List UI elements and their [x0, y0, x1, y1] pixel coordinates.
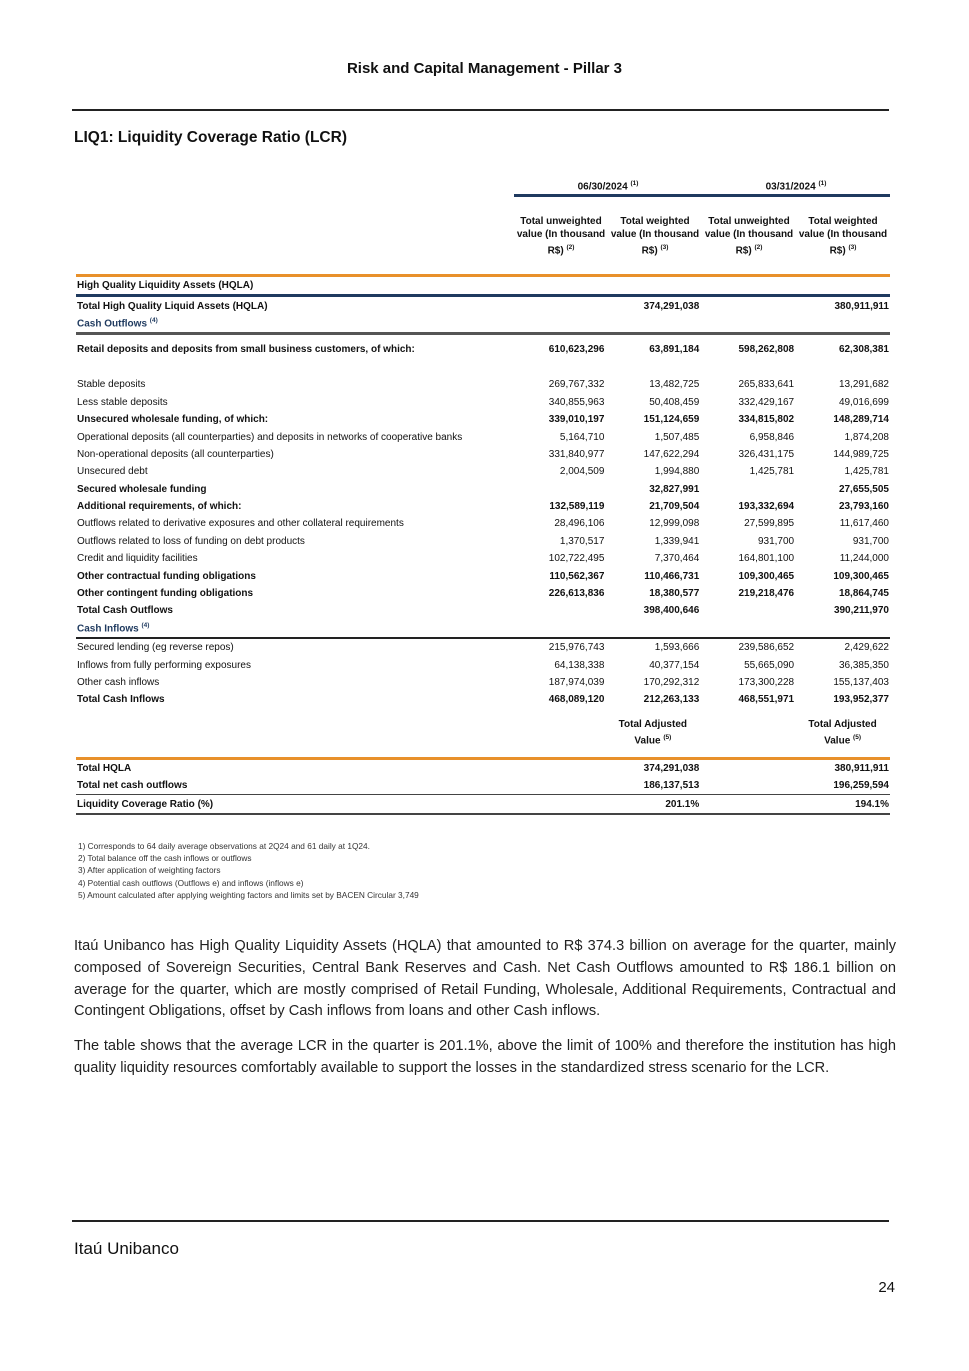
cell-value	[795, 276, 890, 296]
cell-value: 164,801,100	[738, 553, 795, 565]
row-label-text: Outflows related to derivative exposures and other collateral requirements	[77, 518, 404, 530]
cell-value: 931,700	[757, 535, 795, 547]
footnote-ref: (4)	[149, 317, 158, 325]
column-header	[702, 215, 796, 257]
row-label: Total HQLA	[76, 758, 511, 777]
header-divider	[72, 109, 889, 111]
table-row	[76, 674, 890, 691]
table-row	[76, 394, 890, 411]
cell-value: 155,137,403	[833, 677, 889, 688]
cell-value: 147,622,294	[643, 448, 700, 460]
footer-company: Itaú Unibanco	[74, 1239, 179, 1258]
row-label	[76, 315, 511, 334]
adjusted-label: Total Adjusted Value	[808, 718, 877, 747]
cell-value	[795, 315, 890, 334]
row-label	[76, 446, 511, 463]
cell-value: 28,496,106	[554, 518, 605, 530]
footnote: 1) Corresponds to 64 daily average observations at 2Q24 and 61 daily at 1Q24.	[78, 841, 370, 851]
cell-value: 23,793,160	[838, 501, 889, 513]
footnote-ref: (1)	[630, 180, 639, 187]
cell-value: 265,833,641	[738, 379, 795, 391]
row-label-text: Non-operational deposits (all counterparties)	[77, 448, 274, 460]
cell-value: 50,408,459	[649, 396, 700, 408]
cell-value: 2,004,509	[559, 466, 605, 478]
row-label-text: Retail deposits and deposits from small business customers, of which:	[77, 343, 415, 355]
footnote: 3) After application of weighting factors	[78, 865, 221, 876]
row-label-text: Stable deposits	[77, 379, 146, 391]
cell-value: 226,613,836	[548, 588, 605, 600]
cell-value: 6,958,846	[749, 431, 795, 443]
cell-value	[700, 620, 795, 638]
adjusted-header-row	[76, 709, 890, 759]
cell-value: 110,466,731	[644, 570, 700, 582]
blank	[700, 709, 795, 759]
row-label	[76, 585, 511, 602]
cell-value: 109,300,465	[738, 570, 795, 582]
row-label	[76, 376, 511, 393]
footnote-ref: (4)	[141, 622, 150, 630]
row-label-text: Cash Outflows	[77, 318, 148, 330]
cell-value: 102,722,495	[548, 553, 605, 565]
adjusted-value-header	[795, 709, 890, 759]
cell-value: 340,855,963	[548, 396, 605, 408]
table-row	[76, 276, 890, 296]
cell-value: 380,911,911	[795, 758, 890, 777]
blank	[511, 709, 606, 759]
cell-value	[700, 276, 795, 296]
cell-value: 1,593,666	[654, 642, 700, 654]
table-title: LIQ1: Liquidity Coverage Ratio (LCR)	[74, 129, 347, 146]
cell-value: 269,767,332	[548, 379, 605, 391]
cell-value	[700, 602, 795, 619]
cell-value	[511, 602, 606, 619]
cell-value: 36,385,350	[838, 659, 889, 671]
row-label-text: Outflows related to loss of funding on debt products	[77, 535, 305, 547]
cell-value: 193,952,377	[833, 694, 889, 706]
cell-value	[700, 315, 795, 334]
blank	[511, 758, 606, 777]
column-header	[608, 215, 702, 257]
table-row	[76, 691, 890, 708]
row-label-text: Secured wholesale funding	[77, 483, 207, 495]
table-row	[76, 585, 890, 602]
table-row	[76, 463, 890, 480]
cell-value: 40,377,154	[649, 659, 700, 671]
cell-value	[511, 620, 606, 638]
row-label	[76, 411, 511, 428]
cell-value: 186,137,513	[605, 777, 700, 795]
cell-value: 194.1%	[795, 795, 890, 814]
table-row	[76, 638, 890, 656]
summary-row	[76, 777, 890, 795]
cell-value: 21,709,504	[649, 501, 700, 513]
row-label	[76, 296, 511, 315]
cell-value: 18,864,745	[838, 588, 889, 600]
blank	[511, 777, 606, 795]
cell-value	[511, 296, 606, 315]
cell-value: 193,332,694	[738, 501, 795, 513]
row-label-text: Cash Inflows	[77, 623, 139, 635]
row-label	[76, 550, 511, 567]
spacer	[76, 363, 890, 376]
cell-value	[605, 620, 700, 638]
cell-value	[605, 276, 700, 296]
cell-value	[511, 315, 606, 334]
cell-value: 11,244,000	[839, 553, 889, 565]
blank	[511, 795, 606, 814]
summary-row	[76, 795, 890, 814]
row-label: Liquidity Coverage Ratio (%)	[76, 795, 511, 814]
cell-value: 49,016,699	[838, 396, 889, 408]
row-label	[76, 567, 511, 584]
row-label	[76, 515, 511, 532]
cell-value: 27,599,895	[744, 518, 795, 530]
cell-value: 170,292,312	[643, 677, 700, 688]
table-row	[76, 481, 890, 498]
cell-value: 1,370,517	[559, 535, 605, 547]
cell-value: 55,665,090	[744, 659, 795, 671]
row-label-text: Credit and liquidity facilities	[77, 553, 198, 565]
cell-value: 1,425,781	[749, 466, 795, 478]
blank	[700, 795, 795, 814]
cell-value: 187,974,039	[548, 677, 605, 688]
cell-value	[700, 296, 795, 315]
cell-value: 1,994,880	[654, 466, 700, 478]
cell-value: 2,429,622	[844, 642, 889, 654]
row-label-text: Inflows from fully performing exposures	[77, 659, 251, 671]
row-label	[76, 276, 511, 296]
column-header	[796, 215, 890, 257]
cell-value: 1,425,781	[844, 466, 889, 478]
cell-value: 374,291,038	[643, 300, 700, 312]
blank	[76, 709, 511, 759]
footnote-ref: (2)	[754, 244, 763, 251]
cell-value	[605, 315, 700, 334]
cell-value: 13,291,682	[838, 379, 889, 391]
date-1q24	[702, 180, 890, 192]
date-2q24	[514, 180, 702, 192]
footnote: 4) Potential cash outflows (Outflows e) and inflows (inflows e)	[78, 877, 304, 888]
row-label-text: Other contractual funding obligations	[77, 570, 256, 582]
cell-value: 196,259,594	[795, 777, 890, 795]
row-label-text: Total High Quality Liquid Assets (HQLA)	[77, 300, 268, 312]
footnote-ref: (1)	[818, 180, 827, 187]
table-row	[76, 567, 890, 584]
cell-value: 110,562,367	[549, 570, 605, 582]
cell-value: 212,263,133	[643, 694, 700, 706]
footer-divider	[72, 1220, 889, 1222]
cell-value: 32,827,991	[649, 483, 700, 495]
row-label	[76, 481, 511, 498]
row-label-text: Secured lending (eg reverse repos)	[77, 642, 234, 654]
row-label	[76, 428, 511, 445]
table-row	[76, 315, 890, 334]
footnote-ref: (5)	[663, 733, 672, 741]
row-label	[76, 691, 511, 708]
cell-value: 173,300,228	[738, 677, 795, 688]
table-row	[76, 656, 890, 673]
date-label: 06/30/2024	[577, 181, 628, 193]
table-row	[76, 428, 890, 445]
table-row	[76, 363, 890, 376]
cell-value: 144,989,725	[833, 448, 889, 460]
cell-value: 1,874,208	[844, 431, 889, 443]
table-row	[76, 446, 890, 463]
cell-value: 398,400,646	[643, 605, 700, 617]
table-row	[76, 334, 890, 364]
cell-value: 390,211,970	[833, 605, 889, 617]
lcr-table	[76, 274, 890, 815]
table-row	[76, 533, 890, 550]
row-label	[76, 394, 511, 411]
cell-value: 468,551,971	[738, 694, 795, 706]
blank	[700, 758, 795, 777]
paragraph: The table shows that the average LCR in the quarter is 201.1%, above the limit of 100% and therefore the institution has high quality liquidity resources comfortably available to support the losses in the standardized stress scenario for the LCR.	[74, 1038, 896, 1076]
page-header: Risk and Capital Management - Pillar 3	[346, 60, 623, 77]
footnote-ref: (5)	[853, 733, 861, 741]
page-number: 24	[878, 1279, 895, 1296]
table-row	[76, 376, 890, 393]
row-label	[76, 602, 511, 619]
row-label-text: High Quality Liquidity Assets (HQLA)	[77, 280, 254, 292]
cell-value: 11,617,460	[839, 518, 889, 530]
cell-value	[511, 276, 606, 296]
blank	[700, 777, 795, 795]
table-row	[76, 498, 890, 515]
footnote-ref: (3)	[660, 244, 669, 251]
row-label	[76, 674, 511, 691]
footnote-ref: (3)	[848, 244, 857, 251]
cell-value: 931,700	[852, 535, 889, 547]
row-label	[76, 463, 511, 480]
cell-value: 148,289,714	[833, 414, 889, 426]
date-label: 03/31/2024	[765, 181, 816, 193]
cell-value: 239,586,652	[738, 642, 795, 654]
cell-value: 380,911,911	[834, 300, 889, 312]
cell-value	[511, 481, 606, 498]
date-header	[514, 176, 890, 197]
row-label	[76, 638, 511, 656]
row-label-text: Total Cash Outflows	[77, 605, 173, 617]
cell-value: 12,999,098	[649, 518, 700, 530]
cell-value: 63,891,184	[649, 343, 700, 355]
row-label	[76, 656, 511, 673]
table-row	[76, 620, 890, 638]
row-label-text: Additional requirements, of which:	[77, 501, 242, 513]
row-label	[76, 334, 511, 364]
cell-value: 332,429,167	[738, 396, 795, 408]
table-row	[76, 411, 890, 428]
row-label-text: Unsecured wholesale funding, of which:	[77, 414, 269, 426]
footnotes	[78, 840, 419, 901]
table-row	[76, 602, 890, 619]
table-row	[76, 296, 890, 315]
cell-value: 468,089,120	[548, 694, 605, 706]
footnote: 2) Total balance off the cash inflows or outflows	[78, 853, 252, 864]
row-label-text: Other contingent funding obligations	[77, 588, 254, 600]
cell-value: 374,291,038	[605, 758, 700, 777]
cell-value: 219,218,476	[738, 588, 795, 600]
cell-value	[700, 481, 795, 498]
cell-value: 109,300,465	[833, 570, 889, 582]
row-label-text: Total Cash Inflows	[77, 694, 165, 706]
cell-value: 27,655,505	[838, 483, 889, 495]
cell-value: 610,623,296	[548, 343, 605, 355]
cell-value: 5,164,710	[559, 431, 605, 443]
footnote-ref: (2)	[566, 244, 575, 251]
column-label: Total weighted value (In thousand R$)	[610, 216, 700, 257]
adjusted-value-header	[605, 709, 700, 759]
cell-value: 62,308,381	[838, 343, 889, 355]
cell-value: 7,370,464	[654, 553, 700, 565]
row-label-text: Unsecured debt	[77, 466, 148, 478]
row-label-text: Operational deposits (all counterparties) and deposits in networks of cooperative banks	[77, 431, 463, 443]
cell-value: 201.1%	[605, 795, 700, 814]
column-label: Total unweighted value (In thousand R$)	[704, 216, 794, 257]
cell-value	[795, 620, 890, 638]
column-header	[514, 215, 608, 257]
adjusted-label: Total Adjusted Value	[618, 718, 687, 747]
footnote: 5) Amount calculated after applying weighting factors and limits set by BACEN Circular 3,749	[78, 889, 419, 900]
cell-value: 1,507,485	[654, 431, 700, 443]
cell-value: 215,976,743	[548, 642, 605, 654]
row-label	[76, 620, 511, 638]
row-label	[76, 498, 511, 515]
cell-value: 13,482,725	[649, 379, 700, 391]
cell-value: 64,138,338	[554, 659, 605, 671]
cell-value: 334,815,802	[738, 414, 795, 426]
cell-value: 326,431,175	[738, 448, 795, 460]
column-label: Total weighted value (In thousand R$)	[798, 216, 888, 257]
row-label: Total net cash outflows	[76, 777, 511, 795]
paragraph: Itaú Unibanco has High Quality Liquidity Assets (HQLA) that amounted to R$ 374.3 billion on average for the quarter, mainly composed of Sovereign Securities, Central Bank Reserves and Cash. Net Cash Outflows amounted to R$ 186.1 billion on average for the quarter, which are mostly comprised of Retail Funding, Wholesale, Additional Requirements, Contractual and Contingent Obligations, offset by Cash inflows from loans and other Cash inflows.	[74, 938, 896, 1020]
cell-value: 331,840,977	[548, 448, 605, 460]
table-row	[76, 515, 890, 532]
cell-value: 1,339,941	[654, 535, 700, 547]
cell-value: 598,262,808	[738, 343, 795, 355]
row-label	[76, 533, 511, 550]
cell-value: 132,589,119	[549, 501, 605, 513]
cell-value: 151,124,659	[643, 414, 700, 426]
row-label-text: Less stable deposits	[77, 396, 168, 408]
column-label: Total unweighted value (In thousand R$)	[516, 216, 606, 257]
cell-value: 339,010,197	[548, 414, 605, 426]
summary-row	[76, 758, 890, 777]
table-row	[76, 550, 890, 567]
cell-value: 18,380,577	[649, 588, 700, 600]
row-label-text: Other cash inflows	[77, 677, 160, 688]
